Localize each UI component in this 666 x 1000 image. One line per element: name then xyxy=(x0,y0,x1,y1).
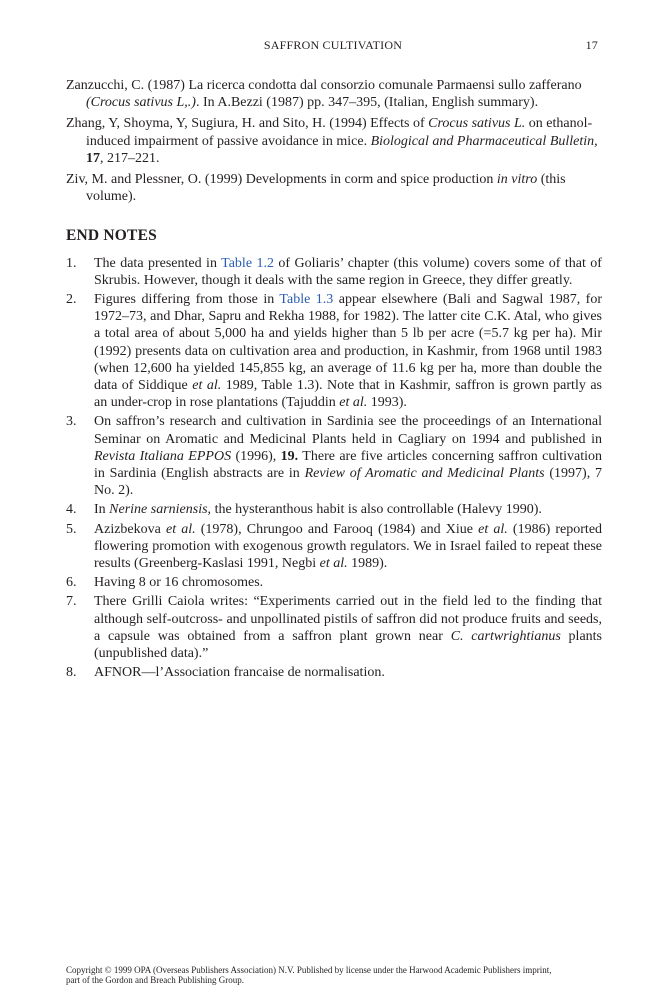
copyright-line: part of the Gordon and Breach Publishing Group. xyxy=(66,974,244,985)
italic-text: (Crocus sativus L,.) xyxy=(86,95,196,111)
end-note-number: 3. xyxy=(66,414,77,430)
end-note xyxy=(66,664,602,681)
italic-text: et al. xyxy=(192,378,222,394)
end-note-number: 1. xyxy=(66,255,77,271)
italic-text: Biological and Pharmaceutical Bulletin, xyxy=(370,133,598,149)
text-run: There Grilli Caiola writes: “Experiments carried out in the field led to the finding that although self-outcross- and unpollinated pistils of saffron did not produce fruits and seeds, a capsule was obtained from a saffron plant grown near xyxy=(94,594,602,644)
end-note-text xyxy=(94,256,602,288)
text-run: 1989). xyxy=(347,556,388,572)
text-run: 1993). xyxy=(367,395,407,411)
table-crossref-link[interactable]: Table 1.3 xyxy=(279,292,334,308)
text-run: (this volume). xyxy=(86,172,566,205)
end-note xyxy=(66,574,602,591)
reference-entry xyxy=(66,171,602,205)
reference-entry xyxy=(66,115,602,167)
italic-text: et al. xyxy=(319,556,348,572)
bold-text: 19. xyxy=(280,448,299,464)
text-run: (1996), xyxy=(231,448,281,464)
text-run: Zhang, Y, Shoyma, Y, Sugiura, H. and Sito, H. (1994) Effects of xyxy=(66,116,429,132)
table-crossref-link[interactable]: Table 1.2 xyxy=(221,255,274,271)
text-run: Ziv, M. and Plessner, O. (1999) Developments in corm and spice production xyxy=(66,172,497,188)
text-run: There are five articles concerning saffron cultivation in Sardinia (English abstracts are in xyxy=(94,448,602,482)
italic-text: et al. xyxy=(478,521,508,537)
end-note-number: 4. xyxy=(66,502,77,518)
end-note-number: 8. xyxy=(66,665,77,681)
italic-text: et al. xyxy=(339,395,368,411)
italic-text: Nerine sarniensis, xyxy=(109,502,212,518)
italic-text: C. cartwrightianus xyxy=(450,628,561,644)
text-run: of Goliaris’ chapter (this volume) covers some of that of Skrubis. However, though it deals with the same region in Greece, they differ greatly. xyxy=(94,255,602,288)
page-number: 17 xyxy=(585,38,598,52)
text-run: the hysteranthous habit is also controllable (Halevy 1990). xyxy=(211,502,542,518)
end-note-text xyxy=(94,522,602,571)
text-run: Figures differing from those in xyxy=(94,292,280,308)
reference-list xyxy=(66,77,602,205)
end-note xyxy=(66,593,602,662)
copyright-notice xyxy=(66,966,626,985)
text-run: (1986) reported flowering promotion with exogenous growth regulators. We in Israel failed to repeat these results (Greenberg-Kaslasi 1991, Negbi xyxy=(94,521,603,572)
text-run: appear elsewhere (Bali and Sagwal 1987, for 1972–73, and Dhar, Sapru and Rekha 1988, for 1982). The latter cite C.K. Atal, who gives a total area of about 5,000 ha and yields higher than 5 lb per acre (=5.7 kg per ha). Mir (1992) presents data on cultivation area and production, in Kashmir, from 1968 until 1983 (when 12,600 ha yielded 145,855 kg, an average of 11.6 kg per ha, more than double the data of Siddique xyxy=(94,292,602,394)
end-note-text xyxy=(94,502,542,517)
end-note xyxy=(66,501,602,518)
copyright-line: Copyright © 1999 OPA (Overseas Publishers Association) N.V. Published by license under the Harwood Academic Publishers imprint, xyxy=(66,965,552,975)
running-head-title: SAFFRON CULTIVATION xyxy=(263,38,403,52)
italic-text: in vitro xyxy=(496,172,538,188)
italic-text: Review of Aromatic and Medicinal Plants xyxy=(304,466,545,482)
end-note xyxy=(66,255,602,289)
end-note-number: 2. xyxy=(66,292,77,308)
end-notes-list xyxy=(66,255,602,682)
end-note xyxy=(66,291,602,411)
end-note-text xyxy=(94,292,602,410)
text-run: on ethanol-induced impairment of passive avoidance in mice. xyxy=(86,116,593,149)
text-run: On saffron’s research and cultivation in Sardinia see the proceedings of an International Seminar on Aromatic and Medicinal Plants held in Cagliary on 1994 and published in xyxy=(94,414,602,447)
italic-text: Crocus sativus L. xyxy=(428,116,526,132)
reference-entry xyxy=(66,77,602,111)
end-note-number: 7. xyxy=(66,594,77,610)
text-run: Zanzucchi, C. (1987) La ricerca condotta dal consorzio comunale Parmaensi sullo zafferano xyxy=(66,78,582,93)
end-note-text xyxy=(94,575,263,590)
text-run: Azizbekova xyxy=(94,521,166,537)
text-run: Having 8 or 16 chromosomes. xyxy=(94,575,264,591)
text-run: The data presented in xyxy=(94,255,222,271)
end-note-text xyxy=(94,594,602,661)
italic-text: et al. xyxy=(166,521,196,537)
text-run: In xyxy=(94,502,110,518)
end-note-text xyxy=(94,414,602,498)
text-run: AFNOR—l’Association francaise de normalisation. xyxy=(94,665,385,681)
text-run: , 217–221. xyxy=(100,150,160,166)
text-run: plants (unpublished data).” xyxy=(94,628,602,662)
end-note xyxy=(66,413,602,499)
text-run: . In A.Bezzi (1987) pp. 347–395, (Italian, English summary). xyxy=(195,95,539,111)
end-note-text xyxy=(94,665,385,680)
text-run: (1997), 7 No. 2). xyxy=(94,466,602,499)
page-body xyxy=(66,77,602,684)
text-run: 1989, Table 1.3). Note that in Kashmir, saffron is grown partly as an under-crop in rose plantations (Tajuddin xyxy=(94,378,602,411)
italic-text: Revista Italiana EPPOS xyxy=(94,448,232,464)
end-note xyxy=(66,521,602,573)
end-note-number: 5. xyxy=(66,521,77,537)
text-run: (1978), Chrungoo and Farooq (1984) and Xiue xyxy=(195,521,479,537)
end-notes-heading: END NOTES xyxy=(66,227,157,245)
end-note-number: 6. xyxy=(66,575,77,591)
bold-text: 17 xyxy=(86,150,100,166)
